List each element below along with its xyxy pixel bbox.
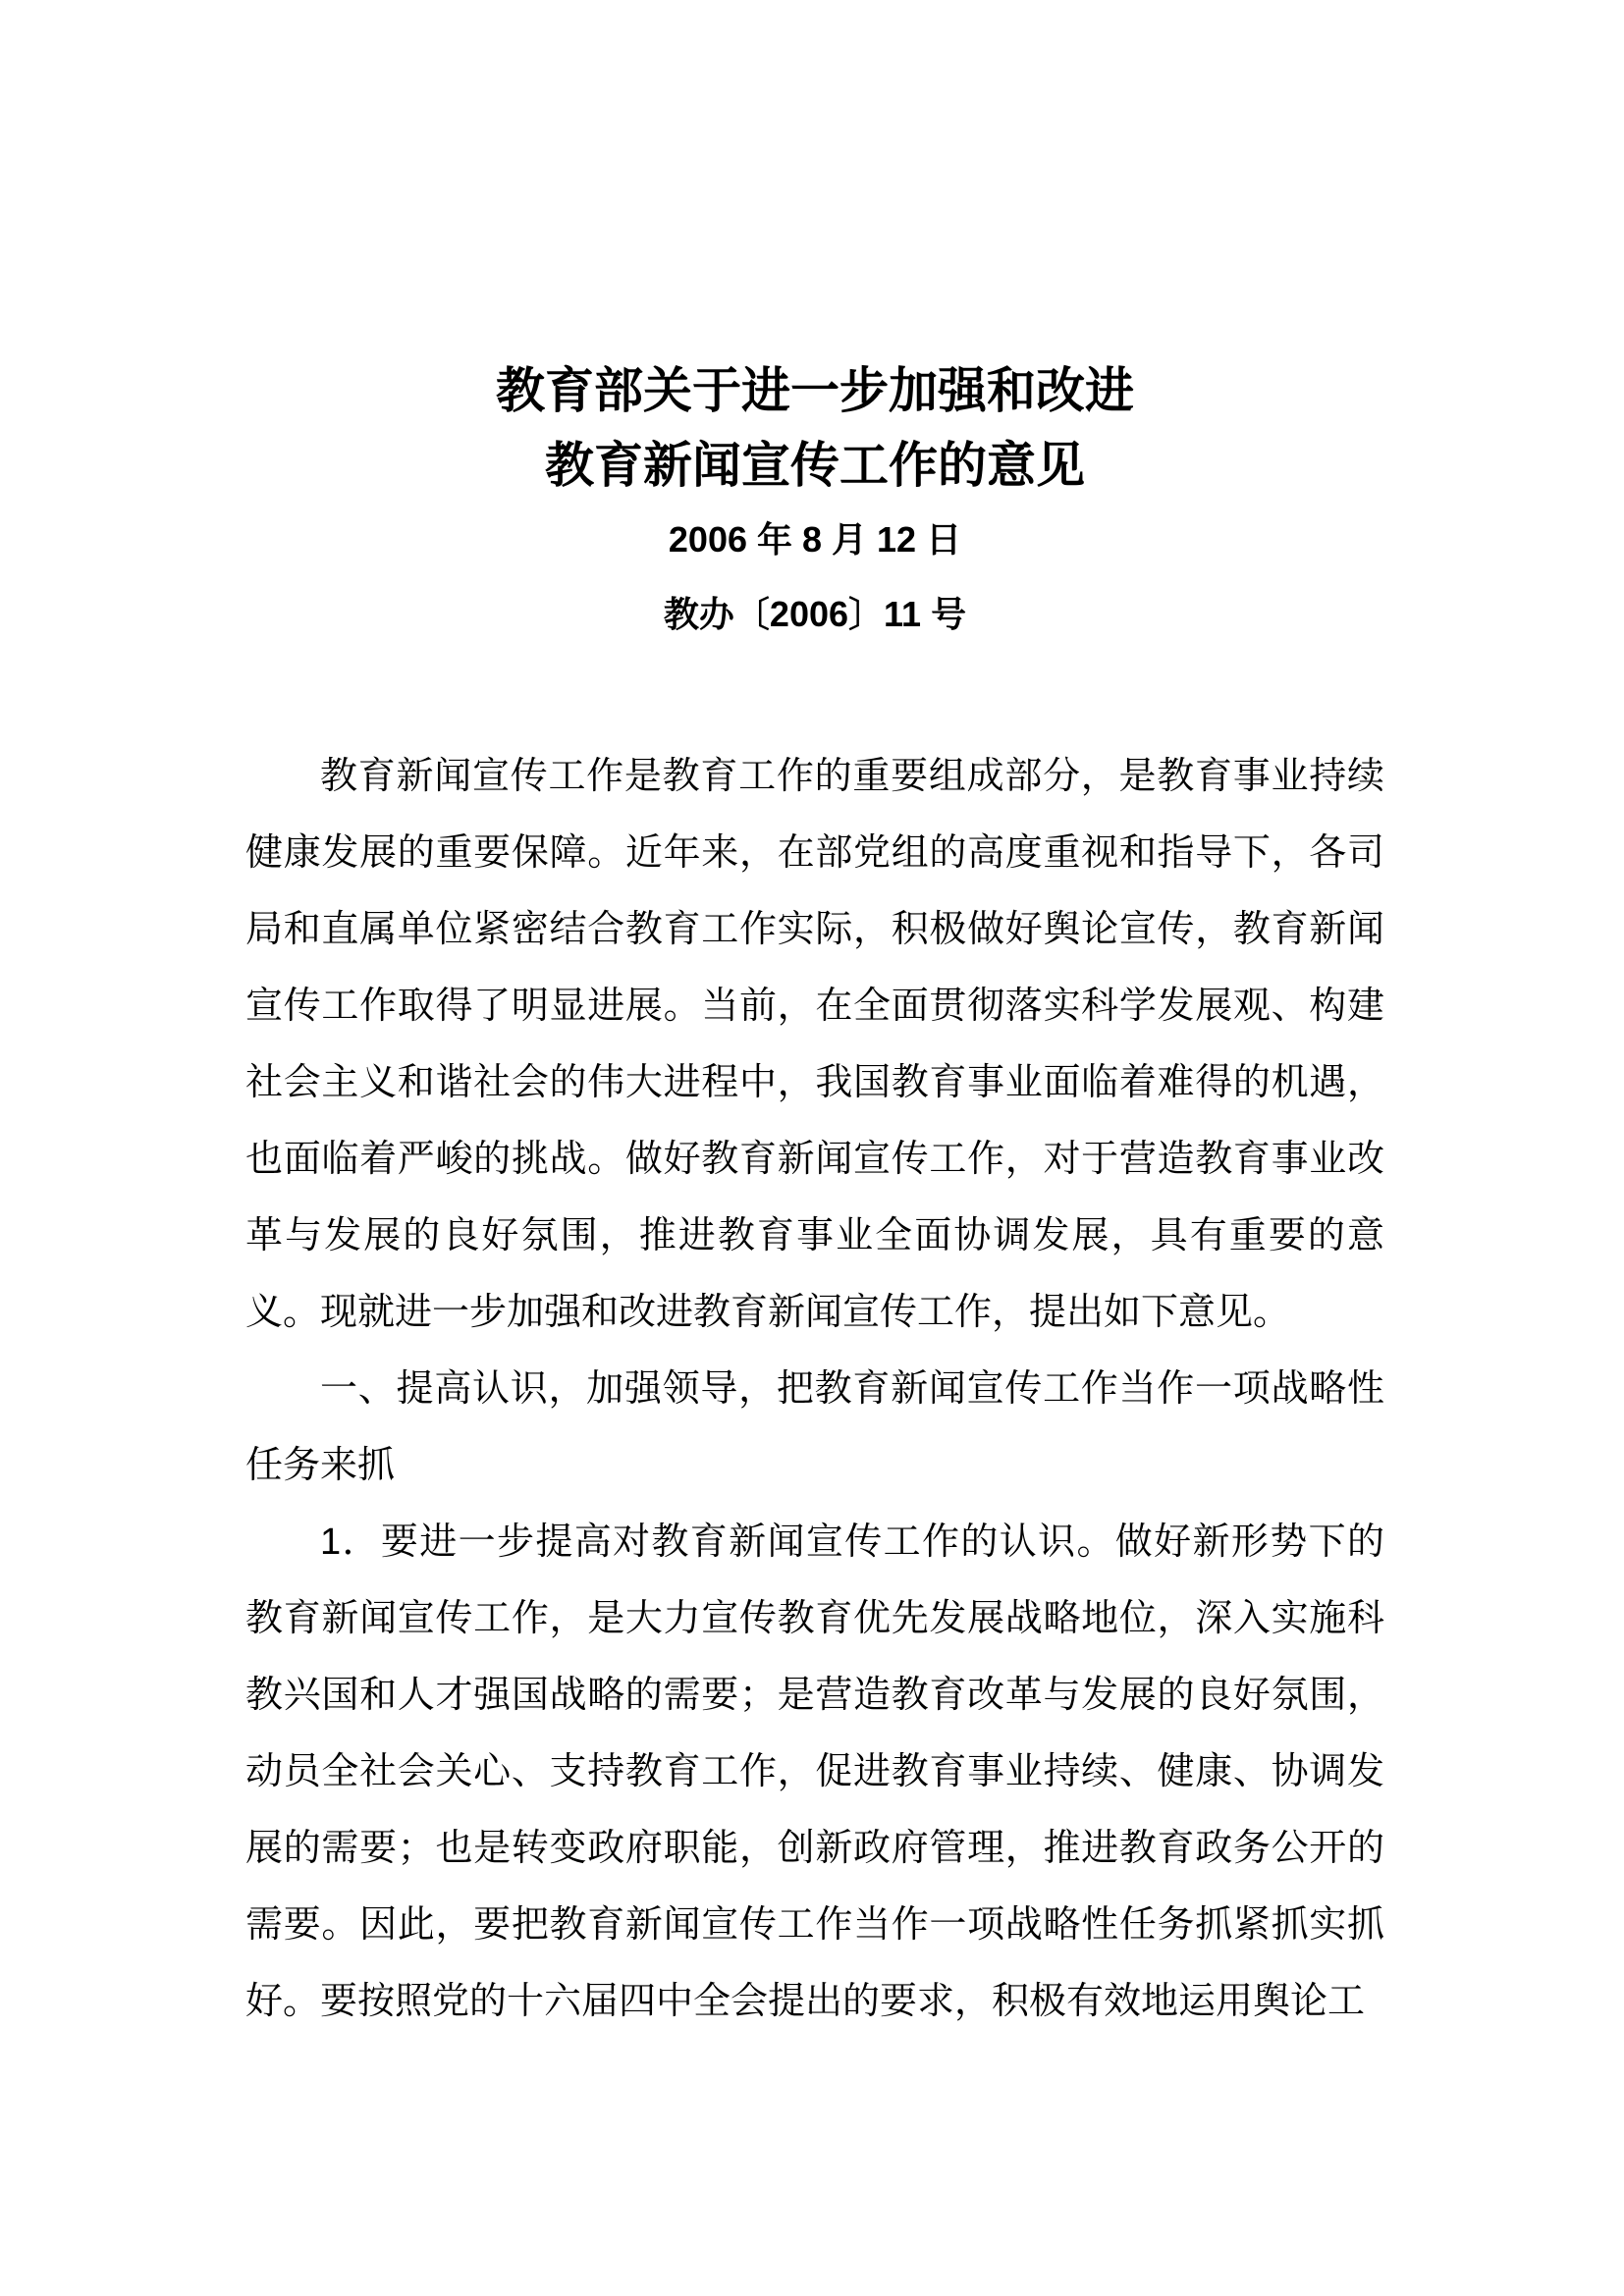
body-paragraph-section-heading: 一、提高认识，加强领导，把教育新闻宣传工作当作一项战略性任务来抓 [245, 1368, 1384, 1486]
body-paragraph-item-1: 1．要进一步提高对教育新闻宣传工作的认识。做好新形势下的教育新闻宣传工作，是大力宣传教育优先发展战略地位，深入实施科教兴国和人才强国战略的需要；是营造教育改革与发展的良好氛围，动员全社会关心、支持教育工作，促进教育事业持续、健康、协调发展的需要；也是转变政府职能，创新政府管理，推进教育政务公开的需要。因此，要把教育新闻宣传工作当作一项战略性任务抓紧抓实抓好。要按照党的十六届四中全会提出的要求，积极有效地运用舆论工 [245, 1522, 1384, 2022]
document-number: 教办〔2006〕11 号 [663, 594, 967, 634]
document-title-line-1: 教育部关于进一步加强和改进 [496, 363, 1134, 418]
document-body [245, 738, 1384, 2040]
document-date: 2006 年 8 月 12 日 [668, 519, 962, 560]
body-paragraph-intro: 教育新闻宣传工作是教育工作的重要组成部分，是教育事业持续健康发展的重要保障。近年来，在部党组的高度重视和指导下，各司局和直属单位紧密结合教育工作实际，积极做好舆论宣传，教育新闻宣传工作取得了明显进展。当前，在全面贯彻落实科学发展观、构建社会主义和谐社会的伟大进程中，我国教育事业面临着难得的机遇，也面临着严峻的挑战。做好教育新闻宣传工作，对于营造教育事业改革与发展的良好氛围，推进教育事业全面协调发展，具有重要的意义。现就进一步加强和改进教育新闻宣传工作，提出如下意见。 [245, 756, 1384, 1333]
document-title-line-2: 教育新闻宣传工作的意见 [545, 438, 1085, 493]
